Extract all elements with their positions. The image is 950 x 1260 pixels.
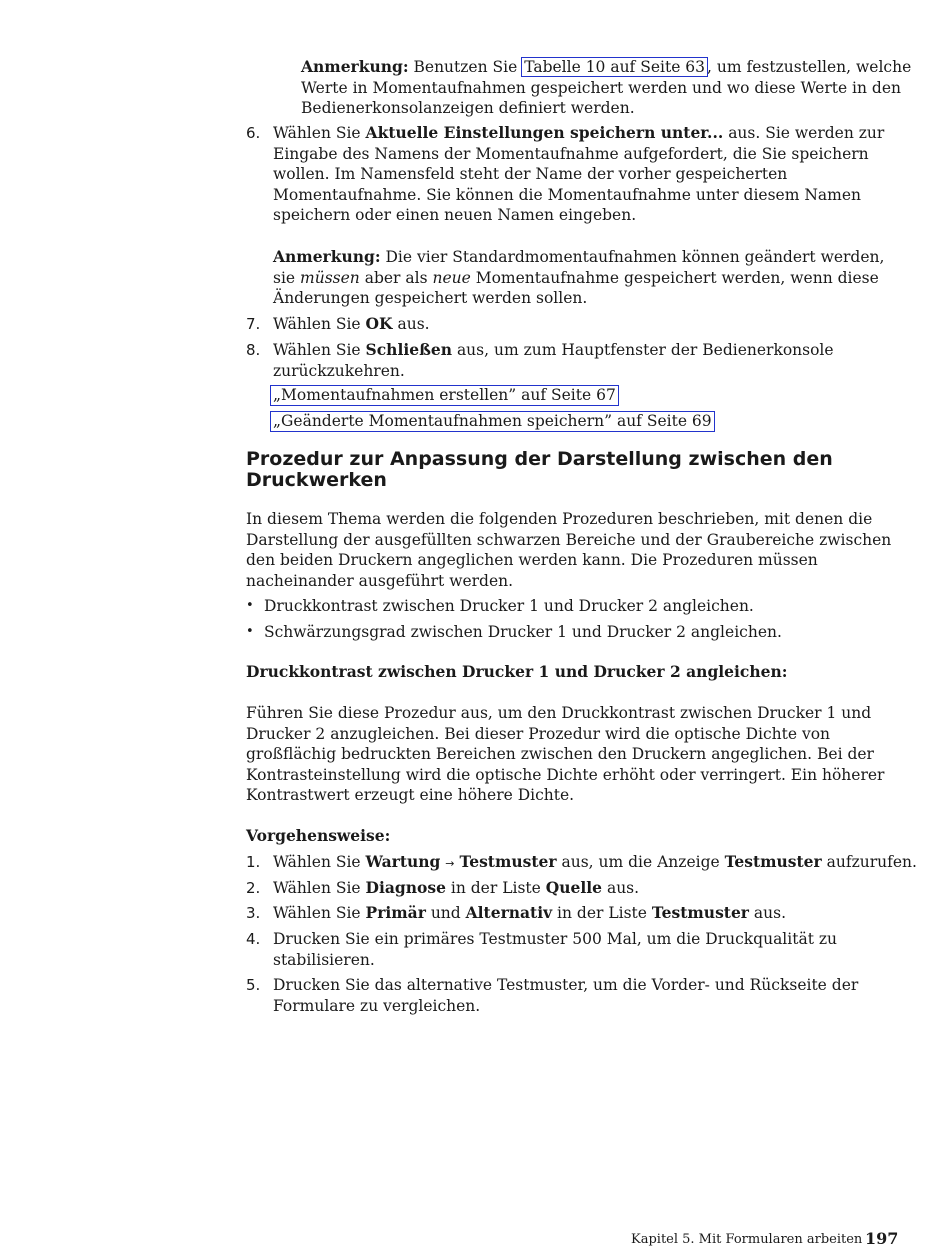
procedure-step-3 xyxy=(273,903,786,924)
note-label: Anmerkung: xyxy=(273,247,381,266)
step-text: aus. xyxy=(753,904,787,922)
button-name: OK xyxy=(365,314,393,333)
step-number: 7. xyxy=(246,315,261,333)
page-number: 197 xyxy=(865,1229,899,1248)
note-text: Bedienerkonsolanzeigen definiert werden. xyxy=(301,99,635,117)
step-text: Drucken Sie das alternative Testmuster, um die Vorder- und Rückseite der xyxy=(273,976,859,994)
bullet-item: Schwärzungsgrad zwischen Drucker 1 und Drucker 2 angleichen. xyxy=(264,623,782,641)
menu-option-name: Wartung xyxy=(365,852,441,871)
step-6 xyxy=(273,123,884,226)
paragraph-text: Kontrastwert erzeugt eine höhere Dichte. xyxy=(246,786,575,804)
emphasis-text: neue xyxy=(432,268,471,287)
related-link-save-snapshots[interactable]: „Geänderte Momentaufnahmen speichern” auf Seite 69 xyxy=(270,411,715,432)
step-text: aus, um die Anzeige xyxy=(561,853,720,871)
bullet-item: Druckkontrast zwischen Drucker 1 und Drucker 2 angleichen. xyxy=(264,597,754,615)
step-number: 1. xyxy=(246,853,261,871)
step-text: Drucken Sie ein primäres Testmuster 500 Mal, um die Druckqualität zu xyxy=(273,930,837,948)
procedure-step-4 xyxy=(273,929,837,970)
menu-option-name: Aktuelle Einstellungen speichern unter... xyxy=(365,123,724,142)
step-text: Wählen Sie xyxy=(273,341,361,359)
subsection-heading: Druckkontrast zwischen Drucker 1 und Drucker 2 angleichen: xyxy=(246,662,788,681)
note-text: Benutzen Sie xyxy=(413,58,518,76)
note-label: Anmerkung: xyxy=(301,57,409,76)
step-text: Formulare zu vergleichen. xyxy=(273,996,481,1015)
table-10-link[interactable]: Tabelle 10 auf Seite 63 xyxy=(524,58,706,76)
step-text: aufzurufen. xyxy=(826,853,917,871)
option-name: Primär xyxy=(365,903,426,922)
option-name: Alternativ xyxy=(465,903,553,922)
paragraph-text: In diesem Thema werden die folgenden Prozeduren beschrieben, mit denen die xyxy=(246,510,873,528)
note-text: aber als xyxy=(364,268,428,287)
step-text: aus. xyxy=(606,879,640,897)
note-text: sie xyxy=(273,268,296,287)
procedure-label: Vorgehensweise: xyxy=(246,826,391,845)
step-text: in der Liste xyxy=(557,904,647,922)
note-text: Momentaufnahme gespeichert werden, wenn diese xyxy=(475,268,879,287)
step-text: aus. Sie werden zur xyxy=(728,124,885,142)
menu-option-name: Testmuster xyxy=(459,852,557,871)
step-text: speichern oder einen neuen Namen eingeben. xyxy=(273,206,637,224)
paragraph-text: Drucker 2 anzugleichen. Bei dieser Prozedur wird die optische Dichte von xyxy=(246,724,831,743)
procedure-description xyxy=(246,703,884,806)
emphasis-text: müssen xyxy=(300,268,360,287)
step-number: 5. xyxy=(246,976,261,994)
button-name: Schließen xyxy=(365,340,452,359)
bullet-icon: • xyxy=(246,598,254,613)
step-text: wollen. Im Namensfeld steht der Name der vorher gespeicherten xyxy=(273,165,788,183)
note-text: Die vier Standardmomentaufnahmen können geändert werden, xyxy=(385,248,885,266)
note-2 xyxy=(273,247,884,309)
step-8 xyxy=(273,340,834,381)
arrow-right-icon: → xyxy=(445,857,455,870)
heading-text: Druckwerken xyxy=(246,469,387,491)
note-text: Änderungen gespeichert werden sollen. xyxy=(273,289,588,307)
bullet-icon: • xyxy=(246,624,254,639)
option-name: Diagnose xyxy=(365,878,446,897)
step-number: 4. xyxy=(246,930,261,948)
intro-paragraph xyxy=(246,509,891,591)
step-text: stabilisieren. xyxy=(273,950,375,969)
section-heading xyxy=(246,449,833,491)
list-name: Testmuster xyxy=(651,903,749,922)
step-number: 8. xyxy=(246,341,261,359)
step-text: Momentaufnahme. Sie können die Momentaufnahme unter diesem Namen xyxy=(273,185,862,204)
step-text: aus, um zum Hauptfenster der Bedienerkonsole xyxy=(456,341,834,359)
procedure-step-2 xyxy=(273,878,639,899)
step-number: 3. xyxy=(246,904,261,922)
step-text: Wählen Sie xyxy=(273,124,361,142)
step-7 xyxy=(273,314,430,335)
related-link-create-snapshots[interactable]: „Momentaufnahmen erstellen” auf Seite 67 xyxy=(270,385,619,406)
step-text: Wählen Sie xyxy=(273,879,361,897)
note-text: Werte in Momentaufnahmen gespeichert werden und wo diese Werte in den xyxy=(301,78,902,97)
screen-name: Testmuster xyxy=(724,852,822,871)
paragraph-text: Führen Sie diese Prozedur aus, um den Druckkontrast zwischen Drucker 1 und xyxy=(246,704,872,722)
step-text: aus. xyxy=(397,315,430,333)
footer-chapter: Kapitel 5. Mit Formularen arbeiten xyxy=(631,1232,863,1247)
step-text: in der Liste xyxy=(450,879,541,897)
paragraph-text: großflächig bedruckten Bereichen zwischen den Druckern angeglichen. Bei der xyxy=(246,745,874,763)
paragraph-text: Darstellung der ausgefüllten schwarzen Bereiche und der Graubereiche zwischen xyxy=(246,530,892,549)
paragraph-text: nacheinander ausgeführt werden. xyxy=(246,571,514,590)
heading-text: Prozedur zur Anpassung der Darstellung zwischen den xyxy=(246,448,833,470)
step-number: 2. xyxy=(246,879,261,897)
paragraph-text: den beiden Druckern angeglichen werden kann. Die Prozeduren müssen xyxy=(246,551,818,569)
step-text: Wählen Sie xyxy=(273,315,361,333)
paragraph-text: Kontrasteinstellung wird die optische Dichte erhöht oder verringert. Ein höherer xyxy=(246,765,885,784)
step-number: 6. xyxy=(246,124,261,142)
procedure-step-1 xyxy=(273,852,917,875)
note-1 xyxy=(301,57,911,119)
procedure-step-5 xyxy=(273,975,858,1016)
step-text: zurückzukehren. xyxy=(273,361,405,380)
step-text: Eingabe des Namens der Momentaufnahme aufgefordert, die Sie speichern xyxy=(273,144,869,163)
step-text: Wählen Sie xyxy=(273,904,361,922)
list-name: Quelle xyxy=(545,878,603,897)
step-text: und xyxy=(430,904,461,922)
step-text: Wählen Sie xyxy=(273,853,361,871)
note-text: , um festzustellen, welche xyxy=(707,58,912,76)
